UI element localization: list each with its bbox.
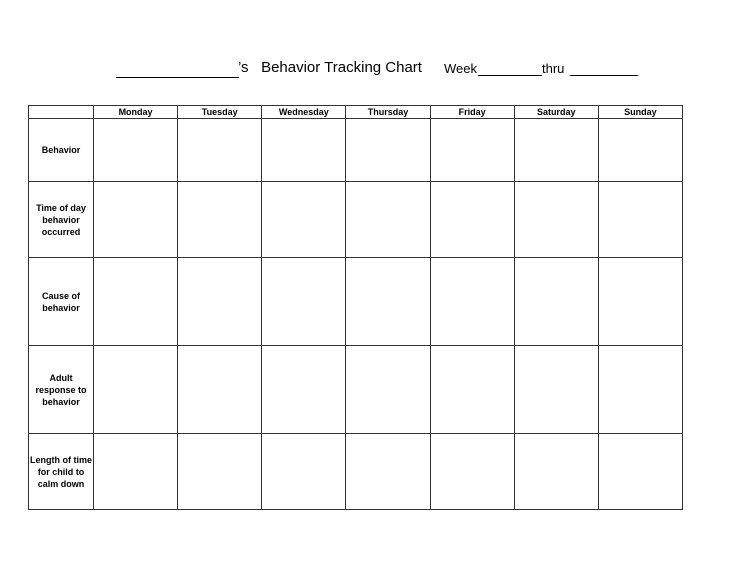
entry-cell[interactable] bbox=[430, 182, 514, 258]
child-name-blank[interactable] bbox=[116, 77, 239, 78]
entry-cell[interactable] bbox=[430, 346, 514, 434]
entry-cell[interactable] bbox=[346, 258, 430, 346]
row-label-calm-down-time: Length of time for child to calm down bbox=[29, 434, 94, 510]
row-label-time-of-day: Time of day behavior occurred bbox=[29, 182, 94, 258]
entry-cell[interactable] bbox=[94, 258, 178, 346]
week-start-blank[interactable] bbox=[478, 75, 542, 76]
day-header-tuesday: Tuesday bbox=[178, 106, 262, 119]
entry-cell[interactable] bbox=[346, 182, 430, 258]
entry-cell[interactable] bbox=[430, 434, 514, 510]
entry-cell[interactable] bbox=[598, 346, 682, 434]
behavior-tracking-table bbox=[28, 105, 683, 510]
day-header-sunday: Sunday bbox=[598, 106, 682, 119]
day-header-saturday: Saturday bbox=[514, 106, 598, 119]
entry-cell[interactable] bbox=[598, 182, 682, 258]
entry-cell[interactable] bbox=[94, 346, 178, 434]
entry-cell[interactable] bbox=[346, 434, 430, 510]
entry-cell[interactable] bbox=[346, 346, 430, 434]
entry-cell[interactable] bbox=[262, 346, 346, 434]
day-header-thursday: Thursday bbox=[346, 106, 430, 119]
entry-cell[interactable] bbox=[514, 346, 598, 434]
entry-cell[interactable] bbox=[94, 119, 178, 182]
entry-cell[interactable] bbox=[178, 119, 262, 182]
chart-header bbox=[0, 58, 736, 82]
entry-cell[interactable] bbox=[514, 182, 598, 258]
table-row bbox=[29, 434, 683, 510]
chart-title: ’s Behavior Tracking Chart bbox=[238, 59, 422, 76]
table-row bbox=[29, 258, 683, 346]
entry-cell[interactable] bbox=[514, 258, 598, 346]
day-header-friday: Friday bbox=[430, 106, 514, 119]
entry-cell[interactable] bbox=[514, 434, 598, 510]
entry-cell[interactable] bbox=[514, 119, 598, 182]
entry-cell[interactable] bbox=[262, 434, 346, 510]
week-label: Week bbox=[444, 61, 477, 76]
row-label-cause: Cause of behavior bbox=[29, 258, 94, 346]
entry-cell[interactable] bbox=[94, 434, 178, 510]
entry-cell[interactable] bbox=[598, 119, 682, 182]
table-row bbox=[29, 119, 683, 182]
day-header-row bbox=[29, 106, 683, 119]
day-header-monday: Monday bbox=[94, 106, 178, 119]
day-header-wednesday: Wednesday bbox=[262, 106, 346, 119]
entry-cell[interactable] bbox=[430, 258, 514, 346]
row-label-behavior: Behavior bbox=[29, 119, 94, 182]
entry-cell[interactable] bbox=[262, 258, 346, 346]
entry-cell[interactable] bbox=[346, 119, 430, 182]
entry-cell[interactable] bbox=[430, 119, 514, 182]
entry-cell[interactable] bbox=[598, 434, 682, 510]
entry-cell[interactable] bbox=[262, 119, 346, 182]
entry-cell[interactable] bbox=[178, 434, 262, 510]
table-row bbox=[29, 346, 683, 434]
entry-cell[interactable] bbox=[178, 346, 262, 434]
entry-cell[interactable] bbox=[598, 258, 682, 346]
entry-cell[interactable] bbox=[94, 182, 178, 258]
corner-cell bbox=[29, 106, 94, 119]
thru-label: thru bbox=[542, 61, 565, 76]
entry-cell[interactable] bbox=[262, 182, 346, 258]
entry-cell[interactable] bbox=[178, 258, 262, 346]
row-label-adult-response: Adult response to behavior bbox=[29, 346, 94, 434]
table-row bbox=[29, 182, 683, 258]
entry-cell[interactable] bbox=[178, 182, 262, 258]
week-end-blank[interactable] bbox=[570, 75, 638, 76]
